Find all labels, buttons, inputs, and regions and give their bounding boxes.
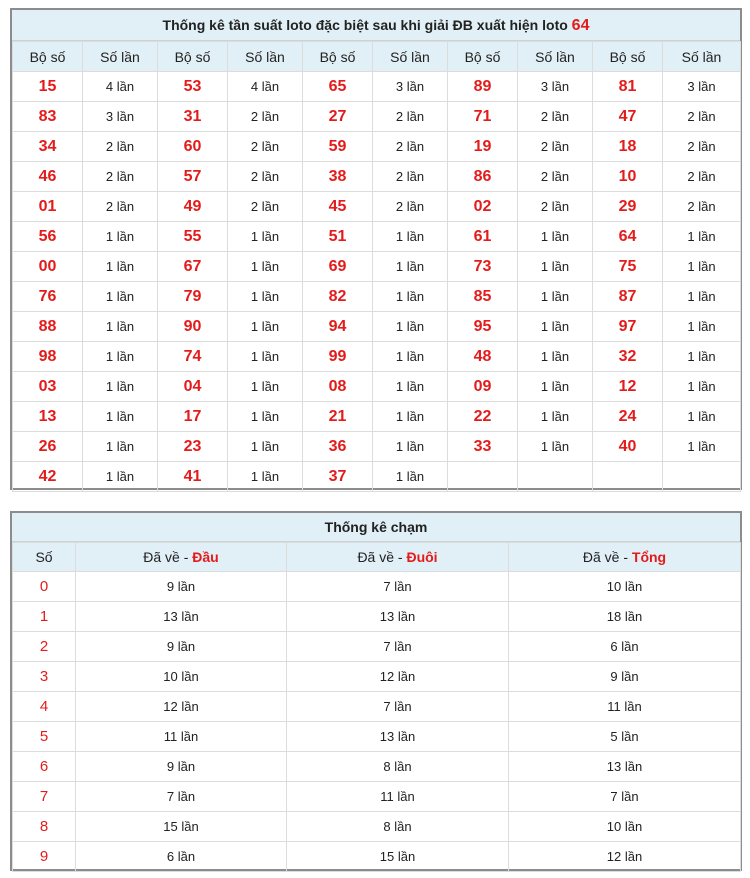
loto-number: 34 bbox=[13, 132, 83, 162]
loto-number: 87 bbox=[593, 282, 663, 312]
loto-count: 1 lần bbox=[228, 282, 303, 312]
loto-count: 1 lần bbox=[663, 252, 741, 282]
frequency-table bbox=[12, 41, 741, 492]
loto-number: 26 bbox=[13, 432, 83, 462]
loto-count: 1 lần bbox=[228, 462, 303, 492]
loto-number: 97 bbox=[593, 312, 663, 342]
loto-count: 2 lần bbox=[518, 192, 593, 222]
loto-count: 1 lần bbox=[228, 432, 303, 462]
cham-title: Thống kê chạm bbox=[12, 513, 740, 542]
loto-count: 1 lần bbox=[518, 432, 593, 462]
header-duoi-prefix: Đã về - bbox=[357, 549, 407, 565]
loto-number: 13 bbox=[13, 402, 83, 432]
loto-number: 04 bbox=[158, 372, 228, 402]
loto-number: 17 bbox=[158, 402, 228, 432]
header-number: Bộ số bbox=[448, 42, 518, 72]
loto-count: 1 lần bbox=[228, 402, 303, 432]
cham-tong-count: 18 lần bbox=[509, 602, 741, 632]
loto-count: 2 lần bbox=[83, 162, 158, 192]
loto-count: 1 lần bbox=[373, 252, 448, 282]
frequency-row bbox=[13, 312, 741, 342]
cham-tong-count: 13 lần bbox=[509, 752, 741, 782]
loto-count: 2 lần bbox=[228, 162, 303, 192]
cham-duoi-count: 15 lần bbox=[287, 842, 509, 872]
frequency-row bbox=[13, 72, 741, 102]
loto-number: 48 bbox=[448, 342, 518, 372]
loto-count: 2 lần bbox=[663, 192, 741, 222]
loto-number: 33 bbox=[448, 432, 518, 462]
loto-number: 01 bbox=[13, 192, 83, 222]
loto-number: 64 bbox=[593, 222, 663, 252]
frequency-row bbox=[13, 432, 741, 462]
header-number: Bộ số bbox=[303, 42, 373, 72]
loto-count: 2 lần bbox=[663, 162, 741, 192]
header-digit: Số bbox=[13, 543, 76, 572]
loto-number: 37 bbox=[303, 462, 373, 492]
loto-count bbox=[518, 462, 593, 492]
cham-duoi-count: 8 lần bbox=[287, 752, 509, 782]
cham-dau-count: 13 lần bbox=[76, 602, 287, 632]
header-number: Bộ số bbox=[158, 42, 228, 72]
loto-count: 1 lần bbox=[373, 222, 448, 252]
loto-count: 2 lần bbox=[373, 102, 448, 132]
loto-number: 95 bbox=[448, 312, 518, 342]
cham-dau-count: 12 lần bbox=[76, 692, 287, 722]
cham-dau-count: 10 lần bbox=[76, 662, 287, 692]
cham-digit: 3 bbox=[13, 662, 76, 692]
loto-count: 1 lần bbox=[518, 372, 593, 402]
cham-row bbox=[13, 752, 741, 782]
cham-digit: 0 bbox=[13, 572, 76, 602]
loto-count: 1 lần bbox=[373, 432, 448, 462]
loto-number: 12 bbox=[593, 372, 663, 402]
cham-tong-count: 5 lần bbox=[509, 722, 741, 752]
cham-row bbox=[13, 692, 741, 722]
cham-row bbox=[13, 812, 741, 842]
loto-count: 1 lần bbox=[518, 222, 593, 252]
loto-count: 1 lần bbox=[83, 342, 158, 372]
cham-digit: 1 bbox=[13, 602, 76, 632]
cham-body bbox=[13, 572, 741, 872]
loto-number: 59 bbox=[303, 132, 373, 162]
loto-count: 1 lần bbox=[518, 282, 593, 312]
loto-number: 73 bbox=[448, 252, 518, 282]
cham-duoi-count: 8 lần bbox=[287, 812, 509, 842]
loto-count: 1 lần bbox=[83, 372, 158, 402]
loto-count bbox=[663, 462, 741, 492]
loto-count: 3 lần bbox=[83, 102, 158, 132]
loto-count: 1 lần bbox=[373, 372, 448, 402]
cham-row bbox=[13, 632, 741, 662]
cham-digit: 9 bbox=[13, 842, 76, 872]
cham-tong-count: 10 lần bbox=[509, 572, 741, 602]
cham-tong-count: 11 lần bbox=[509, 692, 741, 722]
header-count: Số lần bbox=[373, 42, 448, 72]
loto-count: 1 lần bbox=[518, 402, 593, 432]
loto-count: 2 lần bbox=[373, 192, 448, 222]
header-count: Số lần bbox=[228, 42, 303, 72]
cham-row bbox=[13, 602, 741, 632]
loto-count: 1 lần bbox=[228, 312, 303, 342]
loto-number: 60 bbox=[158, 132, 228, 162]
loto-number: 69 bbox=[303, 252, 373, 282]
loto-count: 3 lần bbox=[518, 72, 593, 102]
loto-count: 1 lần bbox=[83, 252, 158, 282]
loto-number: 42 bbox=[13, 462, 83, 492]
header-number: Bộ số bbox=[593, 42, 663, 72]
header-tong-prefix: Đã về - bbox=[582, 549, 632, 565]
loto-number: 18 bbox=[593, 132, 663, 162]
cham-digit: 6 bbox=[13, 752, 76, 782]
loto-count: 1 lần bbox=[228, 222, 303, 252]
frequency-row bbox=[13, 162, 741, 192]
cham-dau-count: 6 lần bbox=[76, 842, 287, 872]
frequency-row bbox=[13, 342, 741, 372]
frequency-header-row bbox=[13, 42, 741, 72]
loto-count: 1 lần bbox=[228, 252, 303, 282]
frequency-body bbox=[13, 72, 741, 492]
loto-number: 61 bbox=[448, 222, 518, 252]
loto-count: 2 lần bbox=[228, 132, 303, 162]
header-count: Số lần bbox=[518, 42, 593, 72]
loto-count: 1 lần bbox=[83, 402, 158, 432]
frequency-row bbox=[13, 192, 741, 222]
loto-count: 2 lần bbox=[663, 132, 741, 162]
loto-number: 15 bbox=[13, 72, 83, 102]
loto-count: 2 lần bbox=[228, 102, 303, 132]
frequency-row bbox=[13, 132, 741, 162]
loto-number: 98 bbox=[13, 342, 83, 372]
cham-dau-count: 15 lần bbox=[76, 812, 287, 842]
loto-number: 29 bbox=[593, 192, 663, 222]
header-tong bbox=[509, 543, 741, 572]
cham-header-row bbox=[13, 543, 741, 572]
loto-count: 2 lần bbox=[663, 102, 741, 132]
loto-count: 2 lần bbox=[83, 192, 158, 222]
loto-count: 1 lần bbox=[663, 312, 741, 342]
loto-number: 67 bbox=[158, 252, 228, 282]
header-count: Số lần bbox=[663, 42, 741, 72]
header-count: Số lần bbox=[83, 42, 158, 72]
loto-number: 31 bbox=[158, 102, 228, 132]
header-dau-prefix: Đã về - bbox=[143, 549, 193, 565]
loto-number: 75 bbox=[593, 252, 663, 282]
frequency-row bbox=[13, 372, 741, 402]
loto-count: 1 lần bbox=[663, 342, 741, 372]
loto-count: 1 lần bbox=[518, 342, 593, 372]
loto-number: 36 bbox=[303, 432, 373, 462]
loto-number: 76 bbox=[13, 282, 83, 312]
header-duoi bbox=[287, 543, 509, 572]
cham-duoi-count: 11 lần bbox=[287, 782, 509, 812]
header-number: Bộ số bbox=[13, 42, 83, 72]
cham-dau-count: 9 lần bbox=[76, 572, 287, 602]
frequency-row bbox=[13, 402, 741, 432]
loto-number: 40 bbox=[593, 432, 663, 462]
loto-count: 1 lần bbox=[663, 372, 741, 402]
loto-count: 1 lần bbox=[663, 402, 741, 432]
loto-number: 02 bbox=[448, 192, 518, 222]
loto-number: 24 bbox=[593, 402, 663, 432]
cham-digit: 7 bbox=[13, 782, 76, 812]
cham-digit: 5 bbox=[13, 722, 76, 752]
cham-dau-count: 9 lần bbox=[76, 632, 287, 662]
frequency-row bbox=[13, 252, 741, 282]
frequency-title-number: 64 bbox=[571, 17, 590, 34]
loto-count: 1 lần bbox=[83, 222, 158, 252]
loto-number: 55 bbox=[158, 222, 228, 252]
cham-tong-count: 9 lần bbox=[509, 662, 741, 692]
loto-count: 2 lần bbox=[228, 192, 303, 222]
cham-digit: 4 bbox=[13, 692, 76, 722]
loto-number: 56 bbox=[13, 222, 83, 252]
cham-tong-count: 6 lần bbox=[509, 632, 741, 662]
loto-number: 38 bbox=[303, 162, 373, 192]
frequency-title-text: Thống kê tần suất loto đặc biệt sau khi giải ĐB xuất hiện loto bbox=[162, 17, 568, 33]
loto-number: 22 bbox=[448, 402, 518, 432]
loto-number: 21 bbox=[303, 402, 373, 432]
loto-number: 71 bbox=[448, 102, 518, 132]
cham-tong-count: 12 lần bbox=[509, 842, 741, 872]
loto-count: 1 lần bbox=[663, 222, 741, 252]
cham-dau-count: 9 lần bbox=[76, 752, 287, 782]
cham-table bbox=[12, 542, 741, 872]
loto-count: 1 lần bbox=[518, 252, 593, 282]
header-tong-label: Tổng bbox=[631, 549, 667, 565]
cham-dau-count: 7 lần bbox=[76, 782, 287, 812]
loto-count: 2 lần bbox=[518, 102, 593, 132]
cham-panel bbox=[10, 511, 742, 871]
cham-row bbox=[13, 782, 741, 812]
loto-number: 10 bbox=[593, 162, 663, 192]
loto-number bbox=[448, 462, 518, 492]
loto-number: 19 bbox=[448, 132, 518, 162]
loto-count: 1 lần bbox=[663, 282, 741, 312]
frequency-title bbox=[12, 10, 740, 41]
loto-count: 3 lần bbox=[373, 72, 448, 102]
loto-number: 49 bbox=[158, 192, 228, 222]
cham-row bbox=[13, 662, 741, 692]
loto-number: 00 bbox=[13, 252, 83, 282]
loto-number: 81 bbox=[593, 72, 663, 102]
frequency-panel bbox=[10, 8, 742, 490]
loto-count: 4 lần bbox=[228, 72, 303, 102]
cham-tong-count: 7 lần bbox=[509, 782, 741, 812]
loto-number: 09 bbox=[448, 372, 518, 402]
cham-row bbox=[13, 572, 741, 602]
loto-count: 2 lần bbox=[518, 162, 593, 192]
loto-number: 82 bbox=[303, 282, 373, 312]
loto-number: 57 bbox=[158, 162, 228, 192]
loto-count: 1 lần bbox=[228, 372, 303, 402]
cham-digit: 2 bbox=[13, 632, 76, 662]
header-dau bbox=[76, 543, 287, 572]
loto-number: 74 bbox=[158, 342, 228, 372]
cham-row bbox=[13, 842, 741, 872]
cham-duoi-count: 7 lần bbox=[287, 692, 509, 722]
loto-number: 94 bbox=[303, 312, 373, 342]
loto-count: 1 lần bbox=[663, 432, 741, 462]
loto-number: 53 bbox=[158, 72, 228, 102]
loto-number: 45 bbox=[303, 192, 373, 222]
header-duoi-label: Đuôi bbox=[406, 549, 438, 565]
loto-number: 99 bbox=[303, 342, 373, 372]
loto-number: 88 bbox=[13, 312, 83, 342]
frequency-row bbox=[13, 282, 741, 312]
loto-number bbox=[593, 462, 663, 492]
loto-count: 1 lần bbox=[373, 462, 448, 492]
frequency-row bbox=[13, 102, 741, 132]
loto-number: 23 bbox=[158, 432, 228, 462]
cham-duoi-count: 7 lần bbox=[287, 572, 509, 602]
loto-number: 89 bbox=[448, 72, 518, 102]
loto-count: 1 lần bbox=[83, 432, 158, 462]
loto-count: 1 lần bbox=[83, 312, 158, 342]
loto-number: 41 bbox=[158, 462, 228, 492]
loto-count: 4 lần bbox=[83, 72, 158, 102]
loto-number: 83 bbox=[13, 102, 83, 132]
cham-dau-count: 11 lần bbox=[76, 722, 287, 752]
loto-number: 03 bbox=[13, 372, 83, 402]
cham-tong-count: 10 lần bbox=[509, 812, 741, 842]
loto-count: 1 lần bbox=[373, 402, 448, 432]
loto-count: 1 lần bbox=[373, 282, 448, 312]
loto-count: 1 lần bbox=[373, 342, 448, 372]
loto-number: 27 bbox=[303, 102, 373, 132]
cham-duoi-count: 13 lần bbox=[287, 722, 509, 752]
loto-count: 3 lần bbox=[663, 72, 741, 102]
loto-number: 90 bbox=[158, 312, 228, 342]
loto-number: 47 bbox=[593, 102, 663, 132]
loto-count: 2 lần bbox=[83, 132, 158, 162]
cham-duoi-count: 13 lần bbox=[287, 602, 509, 632]
cham-duoi-count: 12 lần bbox=[287, 662, 509, 692]
loto-number: 86 bbox=[448, 162, 518, 192]
loto-count: 1 lần bbox=[83, 282, 158, 312]
loto-number: 65 bbox=[303, 72, 373, 102]
loto-count: 2 lần bbox=[518, 132, 593, 162]
loto-number: 32 bbox=[593, 342, 663, 372]
cham-digit: 8 bbox=[13, 812, 76, 842]
loto-number: 79 bbox=[158, 282, 228, 312]
loto-number: 85 bbox=[448, 282, 518, 312]
loto-count: 2 lần bbox=[373, 132, 448, 162]
cham-row bbox=[13, 722, 741, 752]
loto-number: 51 bbox=[303, 222, 373, 252]
frequency-row bbox=[13, 462, 741, 492]
loto-count: 1 lần bbox=[373, 312, 448, 342]
cham-duoi-count: 7 lần bbox=[287, 632, 509, 662]
loto-count: 1 lần bbox=[228, 342, 303, 372]
frequency-row bbox=[13, 222, 741, 252]
loto-count: 1 lần bbox=[83, 462, 158, 492]
loto-count: 2 lần bbox=[373, 162, 448, 192]
loto-count: 1 lần bbox=[518, 312, 593, 342]
loto-number: 46 bbox=[13, 162, 83, 192]
loto-number: 08 bbox=[303, 372, 373, 402]
header-dau-label: Đầu bbox=[192, 549, 219, 565]
